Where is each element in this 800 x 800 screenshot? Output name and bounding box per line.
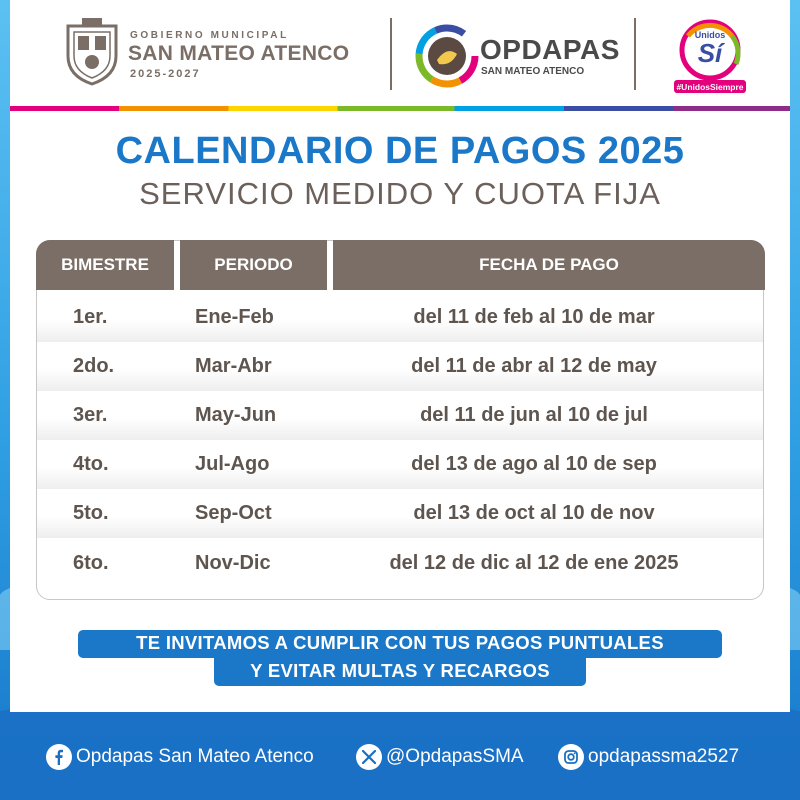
instagram-icon [558,744,584,770]
header-fecha: FECHA DE PAGO [333,240,765,290]
unidos-hashtag: #UnidosSiempre [676,82,744,92]
cell-fecha: del 11 de abr al 12 de may [411,355,657,377]
opdapas-logo [415,24,479,88]
facebook-handle: Opdapas San Mateo Atenco [76,746,314,767]
header [10,0,790,106]
x-link[interactable] [356,744,524,770]
x-icon [356,744,382,770]
gov-years: 2025-2027 [130,68,201,80]
table-row [37,391,763,440]
cell-periodo: Sep-Oct [195,502,272,524]
invite-banner-line2: Y EVITAR MULTAS Y RECARGOS [214,658,586,686]
header-bimestre: BIMESTRE [36,240,174,290]
cell-fecha: del 11 de feb al 10 de mar [413,306,655,328]
cell-bimestre: 4to. [73,453,109,475]
unidos-word: Unidos [694,30,726,40]
table-row [37,440,763,489]
payments-table [36,240,764,600]
header-periodo: PERIODO [180,240,327,290]
instagram-handle: opdapassma2527 [588,746,740,767]
unidos-si-logo [670,16,750,98]
x-handle: @OpdapasSMA [386,746,524,767]
facebook-icon [46,744,72,770]
opdapas-title: OPDAPAS [480,34,620,65]
cell-periodo: Jul-Ago [195,453,270,475]
instagram-link[interactable] [558,744,739,770]
content-card [10,0,790,712]
cell-bimestre: 1er. [73,306,108,328]
municipal-crest-logo [62,16,122,86]
cell-bimestre: 2do. [73,355,115,377]
invite-banner-line1: TE INVITAMOS A CUMPLIR CON TUS PAGOS PUNTUALES [78,630,722,658]
cell-fecha: del 11 de jun al 10 de jul [420,404,648,426]
social-footer [0,738,800,778]
opdapas-subtitle: SAN MATEO ATENCO [481,66,585,77]
cell-fecha: del 13 de ago al 10 de sep [411,453,657,475]
cell-fecha: del 13 de oct al 10 de nov [413,502,655,524]
header-divider [634,18,636,90]
cell-periodo: Nov-Dic [195,552,271,574]
cell-periodo: Mar-Abr [195,355,272,377]
header-divider [390,18,392,90]
facebook-link[interactable] [46,744,314,770]
page-subtitle: SERVICIO MEDIDO Y CUOTA FIJA [139,176,661,211]
si-word: Sí [697,38,723,68]
cell-bimestre: 5to. [73,502,109,524]
table-row [37,539,763,588]
cell-fecha: del 12 de dic al 12 de ene 2025 [389,552,679,574]
cell-periodo: Ene-Feb [195,306,274,328]
table-row [37,342,763,391]
rainbow-stripe [10,106,790,111]
table-row [37,489,763,538]
gov-label: GOBIERNO MUNICIPAL [130,30,289,41]
cell-bimestre: 6to. [73,552,109,574]
page-title: CALENDARIO DE PAGOS 2025 [115,130,685,172]
table-row [37,293,763,342]
cell-periodo: May-Jun [195,404,277,426]
cell-bimestre: 3er. [73,404,108,426]
municipality-name: SAN MATEO ATENCO [128,42,350,65]
